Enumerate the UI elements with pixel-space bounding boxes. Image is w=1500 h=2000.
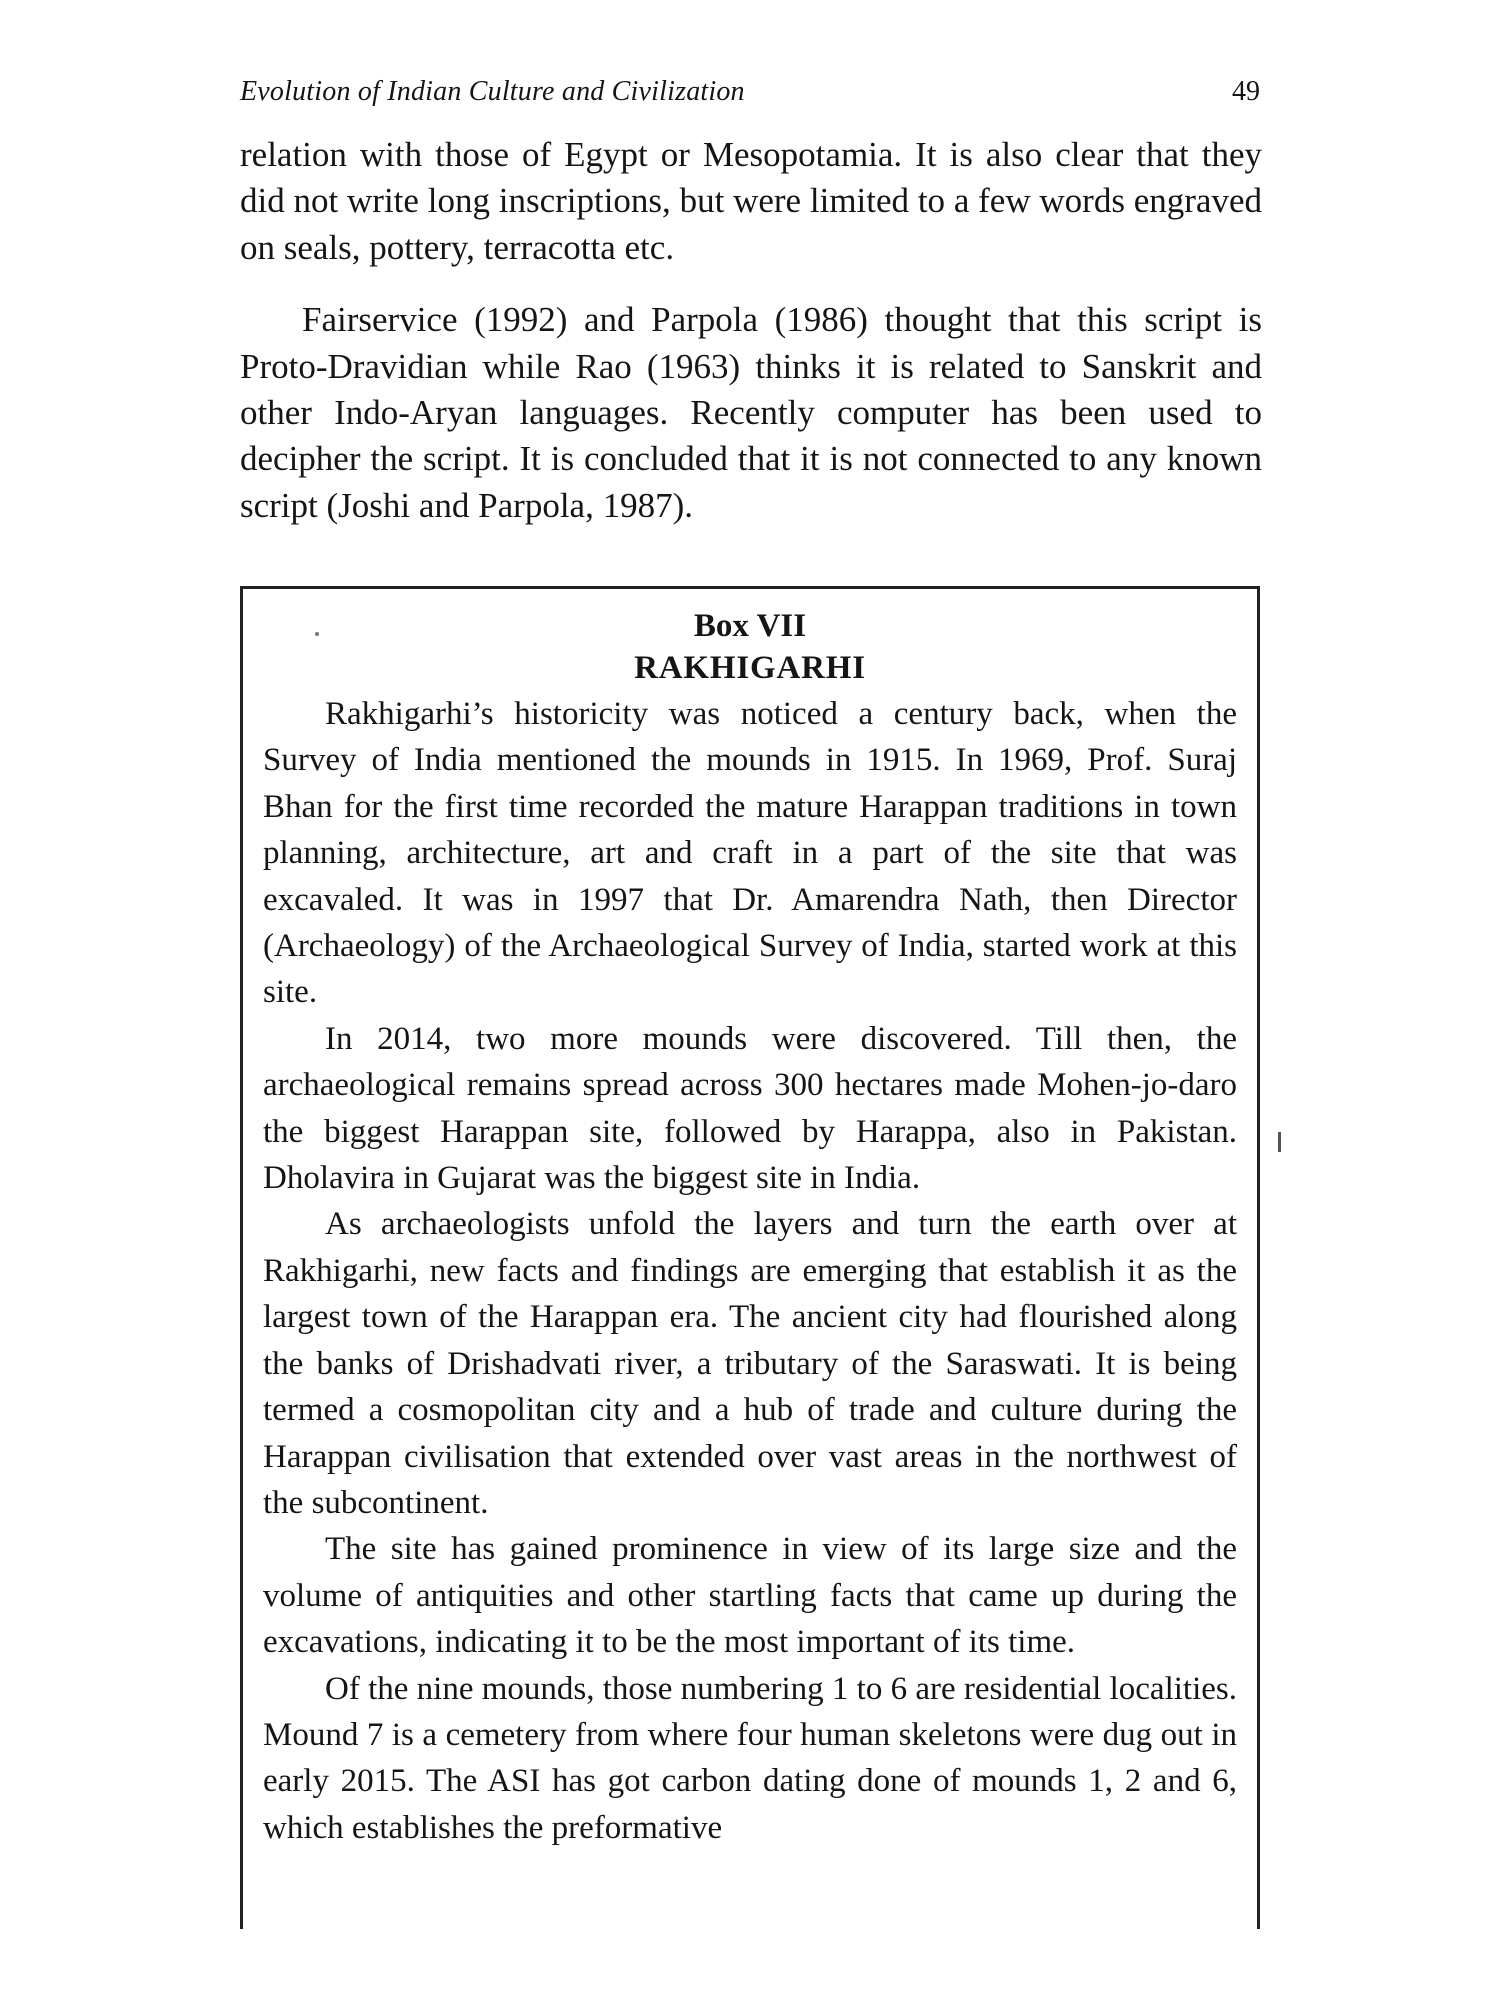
box-paragraph-prominence: The site has gained prominence in view of its large size and the volume of antiquities and other startling facts that came up during the excavations, indicating it to be the most important of its time. (263, 1531, 1237, 1661)
running-header (240, 72, 1260, 112)
box-label: Box VII (693, 608, 807, 644)
paragraph-script-theories: Fairservice (1992) and Parpola (1986) thought that this script is Proto-Dravidian while Rao (1963) thinks it is related to Sanskrit and other Indo-Aryan languages. Recently computer has been used to decipher the script. It is concluded that it is not connected to any known script (Joshi and Parpola, 1987). (240, 300, 1262, 525)
scan-edge-mark (1278, 1132, 1281, 1152)
page-number: 49 (1232, 76, 1260, 107)
paragraph-continuation: relation with those of Egypt or Mesopotamia. It is also clear that they did not write long inscriptions, but were limited to a few words engraved on seals, pottery, terracotta etc. (240, 135, 1262, 267)
scan-speck (315, 632, 319, 636)
box-paragraph-historicity: Rakhigarhi’s historicity was noticed a century back, when the Survey of India mentioned the mounds in 1915. In 1969, Prof. Suraj Bhan for the first time recorded the mature Harappan traditions in town planning, architecture, art and craft in a part of the site that was excavaled. It was in 1997 that Dr. Amarendra Nath, then Director (Archaeology) of the Archaeological Survey of India, started work at this site. (263, 696, 1237, 1011)
box-paragraph-nine-mounds: Of the nine mounds, those numbering 1 to 6 are residential localities. Mound 7 is a cemetery from where four human skeletons were dug out in early 2015. The ASI has got carbon dating done of mounds 1, 2 and 6, which establishes the preformative (263, 1670, 1237, 1846)
box-paragraph-mounds-2014: In 2014, two more mounds were discovered. Till then, the archaeological remains spread across 300 hectares made Mohen-jo-daro the biggest Harappan site, followed by Harappa, also in Pakistan. Dholavira in Gujarat was the biggest site in India. (263, 1020, 1237, 1197)
running-title: Evolution of Indian Culture and Civilization (240, 76, 745, 107)
box-title: RAKHIGARHI (634, 650, 866, 686)
box-rakhigarhi (240, 586, 1260, 1929)
box-paragraph-findings: As archaeologists unfold the layers and turn the earth over at Rakhigarhi, new facts and findings are emerging that establish it as the largest town of the Harappan era. The ancient city had flourished along the banks of Drishadvati river, a tributary of the Saraswati. It is being termed a cosmopolitan city and a hub of trade and culture during the Harappan civilisation that extended over vast areas in the northwest of the subcontinent. (263, 1206, 1237, 1521)
main-text (240, 132, 1262, 529)
